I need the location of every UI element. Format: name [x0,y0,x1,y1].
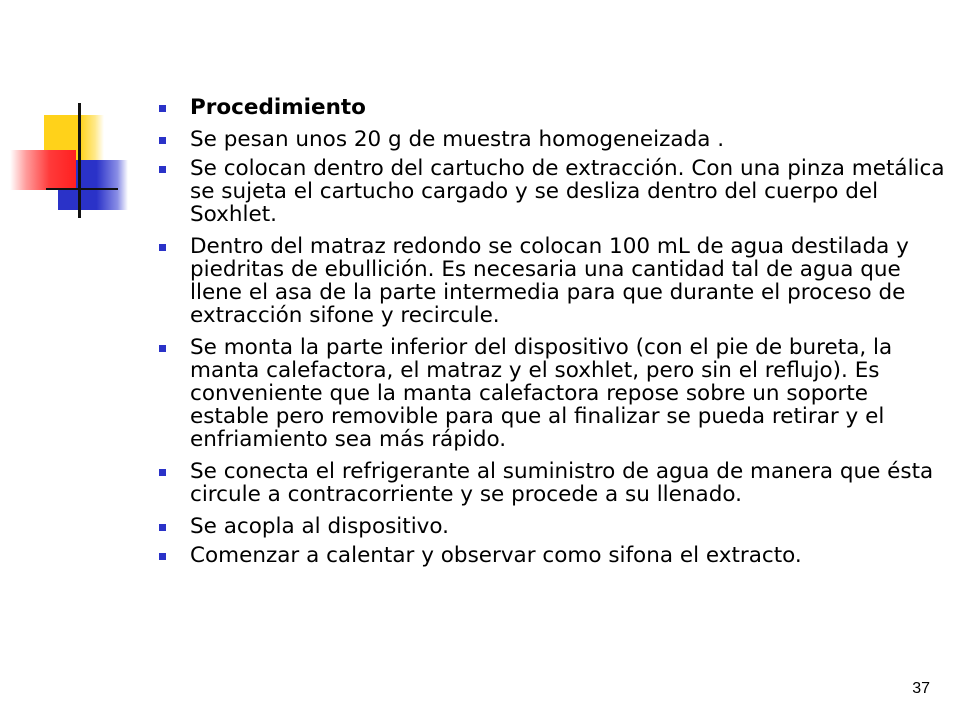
list-item-text: Dentro del matraz redondo se colocan 100 mL de agua destilada y piedritas de ebullición. Es necesaria una cantidad tal de agua que llene el asa de la parte intermedia para que durante el proceso de extracción sifone y recircule. [190,234,909,328]
list-item-text: Comenzar a calentar y observar como sifona el extracto. [190,543,802,568]
red-square [10,150,76,190]
decorative-logo [0,0,140,230]
square-bullet-icon [159,244,166,251]
square-bullet-icon [159,105,166,112]
square-bullet-icon [159,553,166,560]
list-item [158,460,948,506]
list-item-text: Se acopla al dispositivo. [190,514,450,539]
vertical-line [78,103,81,218]
list-item [158,336,948,451]
list-item-text: Se conecta el refrigerante al suministro de agua de manera que ésta circule a contracorriente y se procede a su llenado. [190,459,934,507]
list-item [158,515,948,538]
square-bullet-icon [159,345,166,352]
list-item-text: Se colocan dentro del cartucho de extracción. Con una pinza metálica se sujeta el cartucho cargado y se desliza dentro del cuerpo del Soxhlet. [190,156,945,227]
square-bullet-icon [159,137,166,144]
list-item-text: Se pesan unos 20 g de muestra homogeneizada . [190,127,725,152]
list-item [158,544,948,567]
page-number: 37 [912,680,930,697]
square-bullet-icon [159,166,166,173]
list-item [158,128,948,151]
bullet-list [158,96,948,576]
list-item-text: Se monta la parte inferior del dispositivo (con el pie de bureta, la manta calefactora, el matraz y el soxhlet, pero sin el reflujo). Es conveniente que la manta calefactora repose sobre un soporte estable pero removible para que al finalizar se pueda retirar y el enfriamiento sea más rápido. [190,335,893,452]
square-bullet-icon [159,524,166,531]
list-item [158,235,948,327]
list-item [158,157,948,226]
horizontal-line [46,188,118,190]
list-item-text: Procedimiento [190,95,366,120]
square-bullet-icon [159,469,166,476]
list-item-title [158,96,948,119]
